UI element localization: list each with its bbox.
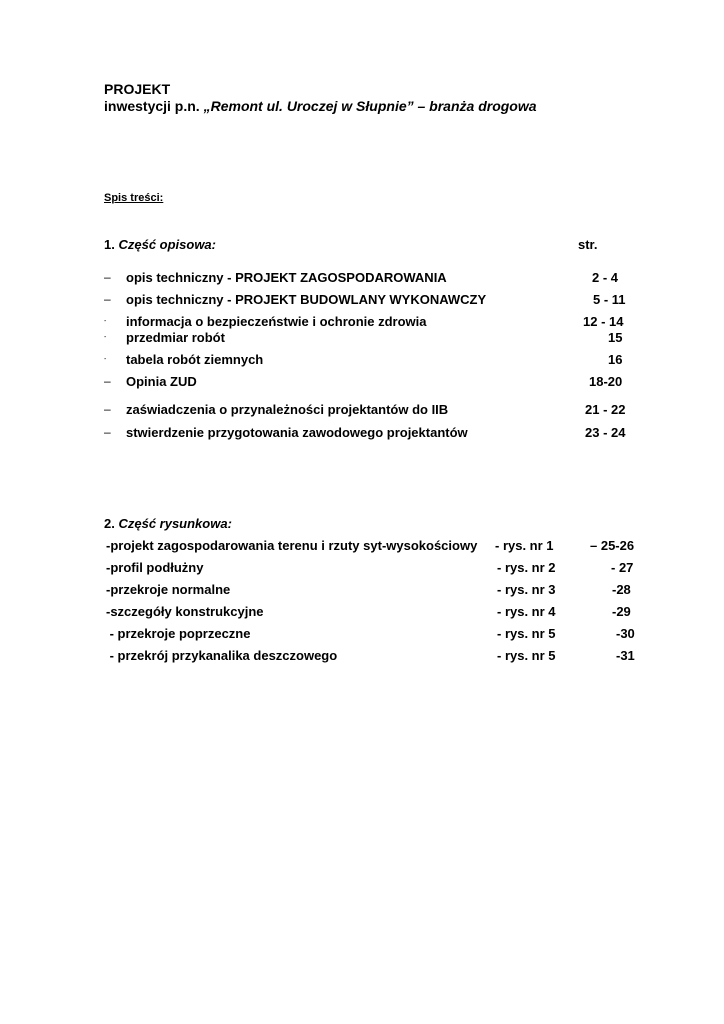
toc-item-pages: 16 bbox=[608, 352, 623, 367]
drawing-pages: -31 bbox=[616, 648, 635, 663]
drawing-pages: -29 bbox=[612, 604, 631, 619]
toc-item-text: zaświadczenia o przynależności projektantów do IIB bbox=[126, 402, 449, 417]
list-marker: - bbox=[104, 334, 107, 341]
list-marker: – bbox=[104, 402, 111, 416]
drawing-pages: -30 bbox=[616, 626, 635, 641]
drawing-number: - rys. nr 2 bbox=[497, 560, 556, 575]
toc-item-pages: 21 - 22 bbox=[585, 402, 626, 417]
list-marker: – bbox=[104, 292, 111, 306]
drawing-number: - rys. nr 5 bbox=[497, 626, 556, 641]
part2-title: Część rysunkowa: bbox=[118, 516, 232, 531]
drawing-item-text: - przekrój przykanalika deszczowego bbox=[106, 648, 338, 663]
part2-heading bbox=[104, 516, 232, 531]
drawing-item-text: -przekroje normalne bbox=[106, 582, 231, 597]
toc-item-pages: 12 - 14 bbox=[583, 314, 624, 329]
project-heading: PROJEKT bbox=[104, 81, 171, 97]
drawing-pages: -28 bbox=[612, 582, 631, 597]
list-marker: – bbox=[104, 425, 111, 439]
drawing-item-text: - przekroje poprzeczne bbox=[106, 626, 251, 641]
toc-item-text: stwierdzenie przygotowania zawodowego projektantów bbox=[126, 425, 468, 440]
toc-item-text: opis techniczny - PROJEKT BUDOWLANY WYKONAWCZY bbox=[126, 292, 487, 307]
drawing-pages: – 25-26 bbox=[590, 538, 635, 553]
project-subtitle bbox=[104, 98, 537, 114]
drawing-number: - rys. nr 1 bbox=[495, 538, 554, 553]
toc-item-text: tabela robót ziemnych bbox=[126, 352, 264, 367]
drawing-number: - rys. nr 5 bbox=[497, 648, 556, 663]
toc-item-text: informacja o bezpieczeństwie i ochronie zdrowia bbox=[126, 314, 427, 329]
project-subtitle-prefix: inwestycji p.n. bbox=[104, 98, 204, 114]
page-column-label: str. bbox=[578, 237, 598, 252]
list-marker: - bbox=[104, 318, 107, 325]
drawing-item-text: -szczegóły konstrukcyjne bbox=[106, 604, 264, 619]
toc-title: Spis treści: bbox=[104, 192, 164, 204]
part1-number: 1. bbox=[104, 237, 119, 252]
toc-item-pages: 15 bbox=[608, 330, 623, 345]
drawing-number: - rys. nr 4 bbox=[497, 604, 556, 619]
part1-heading bbox=[104, 237, 216, 252]
part2-number: 2. bbox=[104, 516, 119, 531]
toc-item-text: Opinia ZUD bbox=[126, 374, 197, 389]
part1-title: Część opisowa: bbox=[118, 237, 216, 252]
drawing-item-text: -profil podłużny bbox=[106, 560, 204, 575]
toc-item-pages: 5 - 11 bbox=[593, 292, 626, 307]
list-marker: - bbox=[104, 356, 107, 363]
toc-item-text: opis techniczny - PROJEKT ZAGOSPODAROWANIA bbox=[126, 270, 447, 285]
list-marker: – bbox=[104, 270, 111, 284]
toc-item-text: przedmiar robót bbox=[126, 330, 225, 345]
drawing-pages: - 27 bbox=[611, 560, 634, 575]
drawing-item-text: -projekt zagospodarowania terenu i rzuty syt-wysokościowy bbox=[106, 538, 478, 553]
list-marker: – bbox=[104, 374, 111, 388]
toc-item-pages: 18-20 bbox=[589, 374, 623, 389]
drawing-number: - rys. nr 3 bbox=[497, 582, 556, 597]
toc-item-pages: 23 - 24 bbox=[585, 425, 626, 440]
toc-item-pages: 2 - 4 bbox=[592, 270, 619, 285]
project-subtitle-name: „Remont ul. Uroczej w Słupnie” – branża drogowa bbox=[203, 98, 537, 114]
